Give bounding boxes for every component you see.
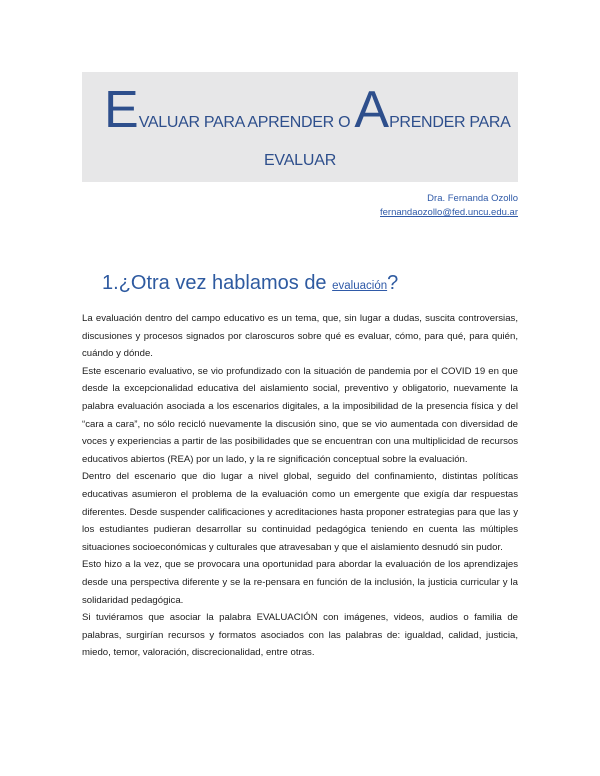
document-title-line-1 (104, 80, 511, 140)
paragraph: Este escenario evaluativo, se vio profundizado con la situación de pandemia por el COVID 19 en que desde la excepcionalidad educativa del aislamiento social, preventivo y obligatorio, nuevamente la palabra evaluación asociada a los escenarios digitales, a la imposibilidad de la presencia física y del “cara a cara”, no sólo recicló nuevamente la discusión sino, que se vio aumentada con diversidad de voces y experiencias a partir de las posibilidades que se encuentran con una multiplicidad de recursos educativos abiertos (REA) por un lado, y la re significación conceptual sobre la evaluación. (82, 365, 518, 465)
paragraph: La evaluación dentro del campo educativo es un tema, que, sin lugar a dudas, suscita controversias, discusiones y procesos signados por claroscuros sobre qué es evaluar, cómo, para qué, para quién, cuándo y dónde. (82, 313, 518, 360)
section-heading-text: ¿Otra vez hablamos de (118, 272, 333, 294)
title-text-part-2: PRENDER PARA (389, 114, 511, 131)
title-text-part-1: VALUAR PARA APRENDER O (138, 114, 355, 131)
author-email-link[interactable]: fernandaozollo@fed.uncu.edu.ar (380, 207, 518, 218)
paragraph: Dentro del escenario que dio lugar a nivel global, seguido del confinamiento, distintas políticas educativas asumieron el problema de la evaluación como un emergente que exigía dar respuestas diferentes. Desde suspender calificaciones y acreditaciones hasta proponer estrategias para que las y los estudiantes pudieran desarrollar su continuidad pedagógica teniendo en cuenta las múltiples situaciones socioeconómicas y culturales que atravesaban y que el aislamiento desnudó sin pudor. (82, 471, 518, 553)
section-heading (102, 272, 398, 295)
paragraph: Esto hizo a la vez, que se provocara una oportunidad para abordar la evaluación de los aprendizajes desde una perspectiva diferente y se la re-pensara en función de la inclusión, la justicia curricular y la solidaridad pedagógica. (82, 559, 518, 606)
title-initial-cap-e: E (104, 81, 139, 139)
author-name: Dra. Fernanda Ozollo (427, 193, 518, 204)
paragraph: Si tuviéramos que asociar la palabra EVALUACIÓN con imágenes, videos, audios o familia de palabras, surgirían recursos y formatos asociados con las palabras de: igualdad, calidad, justicia, miedo, temor, valoración, discrecionalidad, entre otras. (82, 612, 518, 659)
author-block (380, 192, 518, 220)
section-heading-end: ? (387, 272, 399, 294)
section-number: 1. (102, 272, 119, 294)
title-initial-cap-a: A (354, 81, 390, 139)
document-title-line-2: EVALUAR (263, 152, 337, 169)
body-text (82, 310, 518, 662)
evaluacion-link[interactable]: evaluación (332, 280, 388, 292)
title-box (82, 72, 518, 182)
